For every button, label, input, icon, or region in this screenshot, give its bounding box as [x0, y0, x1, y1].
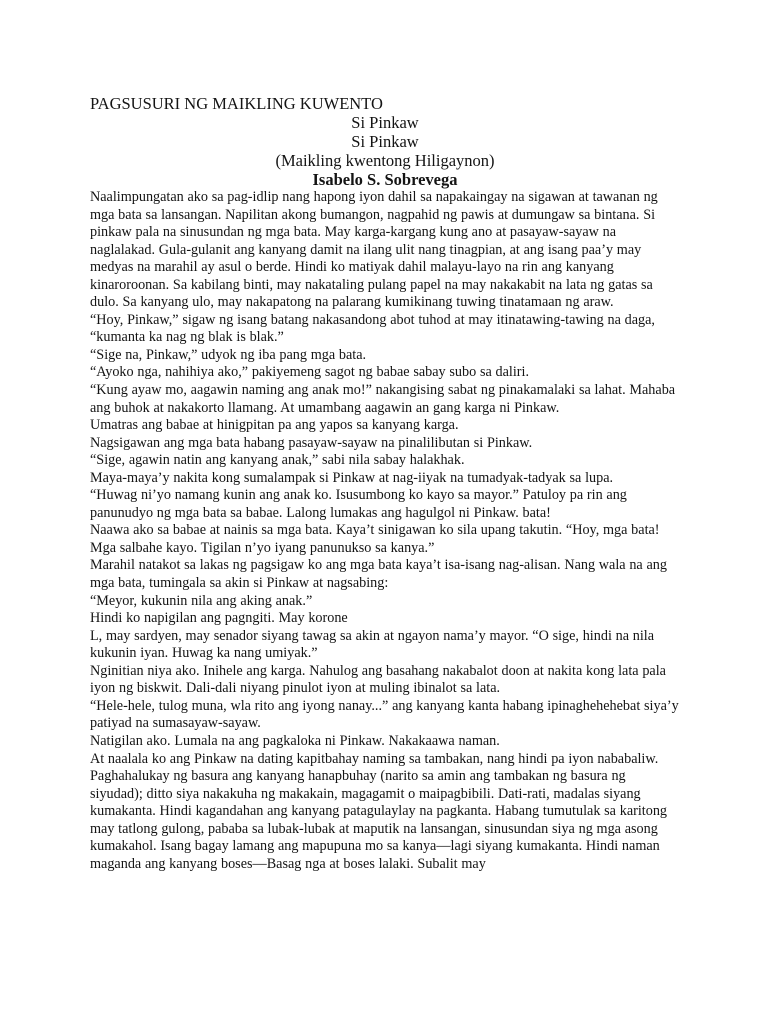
paragraph: Hindi ko napigilan ang pagngiti. May korone [90, 610, 348, 627]
paragraph: Paghahalukay ng basura ang kanyang hanapbuhay (narito sa amin ang tambakan ng basura ng siyudad); ditto siya nakakuha ng makakain, magagamit o maipagbibili. Dati-rati, madalas siyang kumakanta. Hindi kagandahan ang kanyang patagulaylay na pagkanta. Habang tumutulak sa karitong may tatlong gulong, pababa sa lubak-lubak at maputik na lansangan, sinusundan siya ng mga asong kumakahol. Isang bagay lamang ang mapupuna mo sa kanya—lagi siyang kumakanta. Hindi naman maganda ang kanyang boses—Basag nga at boses lalaki. Subalit may [90, 768, 668, 872]
story-heading [90, 113, 680, 189]
paragraph: “Kung ayaw mo, aagawin naming ang anak mo!” nakangising sabat ng pinakamalaki sa lahat. Mahaba ang buhok at nakakorto llamang. At umambang aagawin an gang karga ni Pinkaw. [90, 382, 676, 416]
story-subtitle: (Maikling kwentong Hiligaynon) [275, 151, 495, 170]
analysis-title: PAGSUSURI NG MAIKLING KUWENTO [90, 94, 383, 113]
author-name: Isabelo S. Sobrevega [312, 170, 458, 189]
paragraph: “Huwag ni’yo namang kunin ang anak ko. Isusumbong ko kayo sa mayor.” Patuloy pa rin ang panunudyo ng mga bata sa babae. Lalong lumakas ang hagulgol ni Pinkaw. bata! [90, 487, 627, 521]
paragraph: Nagsigawan ang mga bata habang pasayaw-sayaw na pinalilibutan si Pinkaw. [90, 434, 533, 451]
document-page [90, 94, 680, 873]
paragraph: Naalimpungatan ako sa pag-idlip nang hapong iyon dahil sa napakaingay na sigawan at tawanan ng mga bata sa lansangan. Napilitan akong bumangon, nagpahid ng pawis at dumungaw sa bintana. Si pinkaw pala na sinusundan ng mga bata. May karga-kargang kung ano at pasayaw-sayaw na naglalakad. Gula-gulanit ang kanyang damit na ilang ulit nang tinagpian, at ang isang paa’y may medyas na marahil ay asul o berde. Hindi ko matiyak dahil malayu-layo na rin ang kanyang kinaroroonan. Sa kabilang binti, may nakataling pulang papel na may nakakabit na lata ng gatas sa dulo. Sa kanyang ulo, may nakapatong na palarang kumikinang tuwing tinatamaan ng araw. [90, 189, 658, 311]
paragraph: At naalala ko ang Pinkaw na dating kapitbahay naming sa tambakan, nang hindi pa iyon nababaliw. [90, 750, 659, 767]
paragraph: Natigilan ako. Lumala na ang pagkaloka ni Pinkaw. Nakakaawa naman. [90, 732, 500, 749]
paragraph: Naawa ako sa babae at nainis sa mga bata. Kaya’t sinigawan ko sila upang takutin. “Hoy, mga bata! Mga salbahe kayo. Tigilan n’yo iyang panunukso sa kanya.” [90, 522, 660, 556]
paragraph: “Sige, agawin natin ang kanyang anak,” sabi nila sabay halakhak. [90, 452, 465, 469]
paragraph: L, may sardyen, may senador siyang tawag sa akin at ngayon nama’y mayor. “O sige, hindi na nila kukunin iyan. Huwag ka nang umiyak.” [90, 627, 655, 662]
paragraph: “Hele-hele, tulog muna, wla rito ang iyong nanay...” ang kanyang kanta habang ipinaghehehebat siya’y patiyad na sumasayaw-sayaw. [90, 697, 679, 732]
story-title: Si Pinkaw [351, 132, 419, 151]
paragraph: Umatras ang babae at hinigpitan pa ang yapos sa kanyang karga. [90, 417, 459, 434]
paragraph: Marahil natakot sa lakas ng pagsigaw ko ang mga bata kaya’t isa-isang nag-alisan. Nang wala na ang mga bata, tumingala sa akin si Pinkaw at nagsabing: [90, 557, 667, 592]
story-body [90, 189, 680, 873]
paragraph: “Meyor, kukunin nila ang aking anak.” [90, 592, 313, 609]
paragraph: Nginitian niya ako. Inihele ang karga. Nahulog ang basahang nakabalot doon at nakita kong lata pala iyon ng biskwit. Dali-dali niyang pinulot iyon at muling ibinalot sa lata. [90, 662, 666, 697]
paragraph: “Hoy, Pinkaw,” sigaw ng isang batang nakasandong abot tuhod at may itinatawing-tawing na daga, “kumanta ka nag ng blak is blak.” [90, 311, 655, 346]
paragraph: “Ayoko nga, nahihiya ako,” pakiyemeng sagot ng babae sabay subo sa daliri. [90, 364, 530, 381]
paragraph: Maya-maya’y nakita kong sumalampak si Pinkaw at nag-iiyak na tumadyak-tadyak sa lupa. [90, 469, 614, 486]
story-title: Si Pinkaw [351, 113, 419, 132]
paragraph: “Sige na, Pinkaw,” udyok ng iba pang mga bata. [90, 346, 367, 363]
